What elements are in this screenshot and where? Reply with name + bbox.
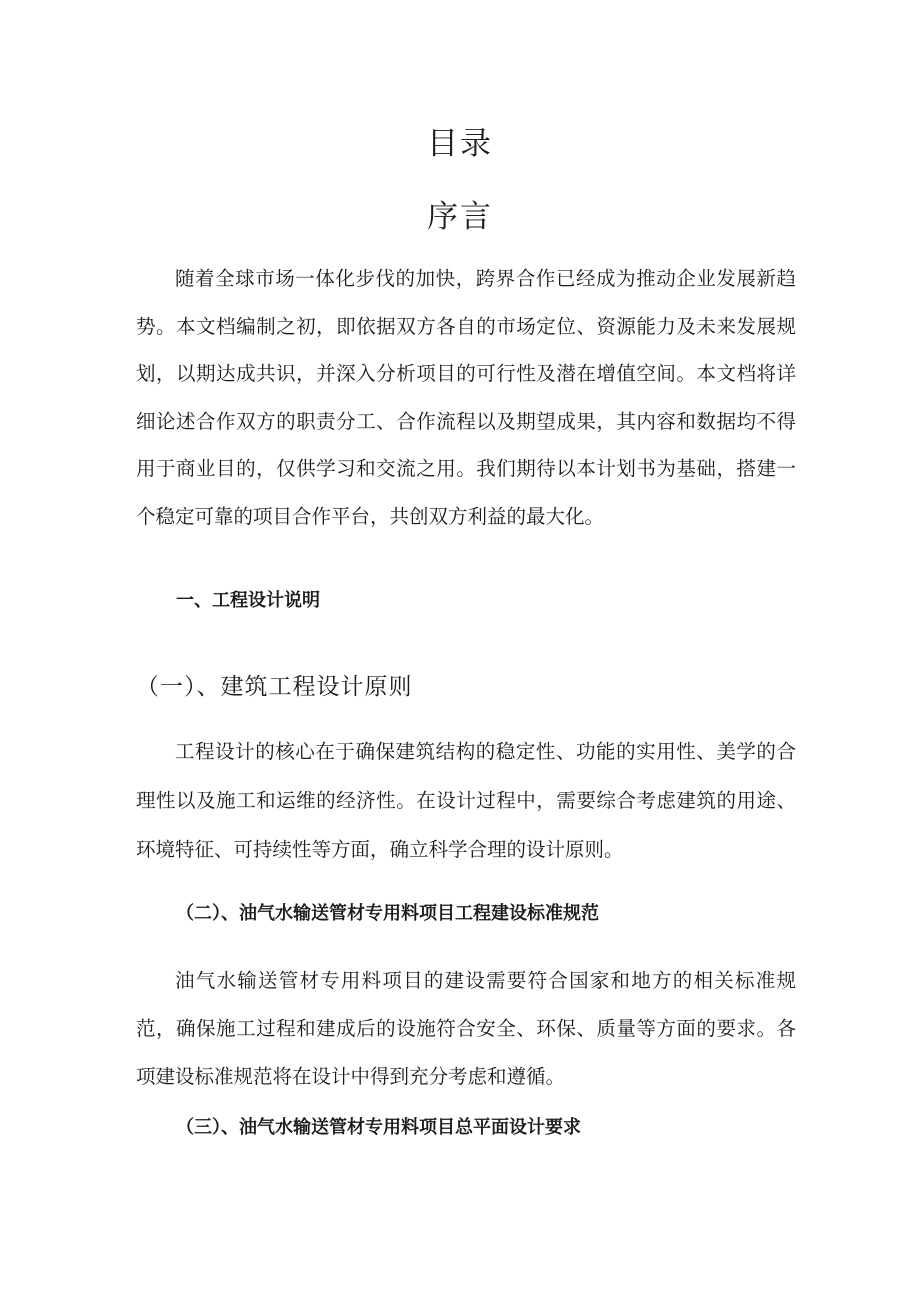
subsection-heading-construction-standards: （二）、油气水输送管材专用料项目工程建设标准规范: [176, 903, 599, 924]
subsection-heading-design-principles: （一）、建筑工程设计原则: [136, 674, 413, 700]
preface-title: 序言: [427, 199, 493, 235]
section-heading-engineering-design: 一、工程设计说明: [176, 590, 320, 611]
construction-standards-paragraph: 油气水输送管材专用料项目的建设需要符合国家和地方的相关标准规范，确保施工过程和建成后的设施符合安全、环保、质量等方面的要求。各项建设标准规范将在设计中得到充分考虑和遵循。: [136, 969, 796, 1088]
subsection-heading-site-plan-requirements: （三）、油气水输送管材专用料项目总平面设计要求: [176, 1117, 581, 1138]
design-principles-paragraph: 工程设计的核心在于确保建筑结构的稳定性、功能的实用性、美学的合理性以及施工和运维的经济性。在设计过程中，需要综合考虑建筑的用途、环境特征、可持续性等方面，确立科学合理的设计原则。: [136, 740, 796, 861]
toc-title: 目录: [427, 126, 493, 162]
preface-paragraph: 随着全球市场一体化步伐的加快，跨界合作已经成为推动企业发展新趋势。本文档编制之初，即依据双方各自的市场定位、资源能力及未来发展规划，以期达成共识，并深入分析项目的可行性及潜在增值空间。本文档将详细论述合作双方的职责分工、合作流程以及期望成果，其内容和数据均不得用于商业目的，仅供学习和交流之用。我们期待以本计划书为基础，搭建一个稳定可靠的项目合作平台，共创双方利益的最大化。: [136, 267, 796, 528]
